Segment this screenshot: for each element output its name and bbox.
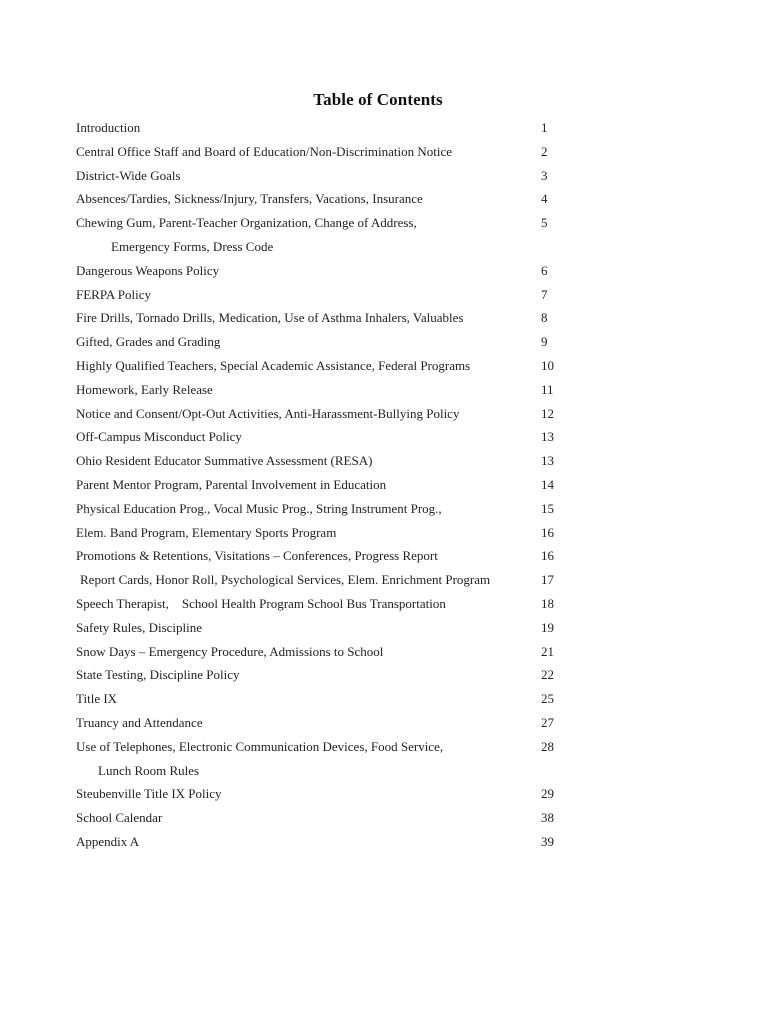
toc-entry-label: Lunch Room Rules: [98, 762, 200, 778]
toc-entry: [76, 116, 596, 140]
toc-entry-label: Homework, Early Release: [76, 381, 213, 397]
toc-entry-page: 28: [541, 738, 554, 754]
toc-entry: [76, 592, 596, 616]
toc-entry: [76, 140, 596, 164]
toc-entry-label: Highly Qualified Teachers, Special Academic Assistance, Federal Programs: [76, 357, 471, 373]
toc-entry-label: Fire Drills, Tornado Drills, Medication, Use of Asthma Inhalers, Valuables: [76, 310, 464, 326]
toc-entry: [76, 497, 596, 521]
toc-entry-page: 29: [541, 786, 554, 802]
toc-entry: [76, 425, 596, 449]
toc-entry: [76, 616, 596, 640]
toc-entry-page: 1: [541, 120, 548, 135]
toc-entry: [76, 354, 596, 378]
toc-entry-page: 2: [541, 143, 548, 159]
toc-entry: [76, 449, 596, 473]
toc-entry-label: Notice and Consent/Opt-Out Activities, Anti-Harassment-Bullying Policy: [76, 405, 460, 421]
toc-entry: [76, 735, 596, 759]
toc-entry-page: 16: [541, 548, 554, 564]
toc-entry-label: Promotions & Retentions, Visitations – Conferences, Progress Report: [76, 548, 438, 564]
toc-entry: [76, 211, 596, 235]
toc-entry: [76, 473, 596, 497]
toc-entry: [76, 378, 596, 402]
toc-entry: [76, 663, 596, 687]
toc-entry-page: 13: [541, 429, 554, 445]
toc-entry-page: 21: [541, 643, 554, 659]
toc-entry-page: 4: [541, 191, 548, 207]
toc-entry: [76, 164, 596, 188]
toc-entry-label: Truancy and Attendance: [76, 714, 203, 730]
toc-entry-label: Title IX: [76, 691, 118, 707]
toc-entry-page: 10: [541, 357, 554, 373]
toc-entry-label: FERPA Policy: [76, 286, 152, 302]
toc-entry: [76, 640, 596, 664]
toc-entry-label: Steubenville Title IX Policy: [76, 786, 222, 802]
toc-entry-page: 9: [541, 334, 548, 350]
toc-entry-page: 5: [541, 215, 548, 231]
toc-entry-page: 25: [541, 691, 554, 707]
toc-entry-label: Snow Days – Emergency Procedure, Admissions to School: [76, 643, 384, 659]
toc-entry-label: Off-Campus Misconduct Policy: [76, 429, 242, 445]
toc-entry-label: Appendix A: [76, 833, 140, 849]
toc-entry-label: Emergency Forms, Dress Code: [111, 238, 274, 254]
toc-entry-label: Dangerous Weapons Policy: [76, 262, 220, 278]
toc-entry-page: 19: [541, 619, 554, 635]
toc-entry-label: Speech Therapist, School Health Program School Bus Transportation: [76, 595, 446, 611]
toc-entry: [76, 687, 596, 711]
toc-entry-label: Physical Education Prog., Vocal Music Prog., String Instrument Prog.,: [76, 500, 442, 516]
toc-entry-label: Parent Mentor Program, Parental Involvement in Education: [76, 476, 387, 492]
toc-entry-label: Use of Telephones, Electronic Communication Devices, Food Service,: [76, 738, 444, 754]
toc-entry-label: Absences/Tardies, Sickness/Injury, Transfers, Vacations, Insurance: [76, 191, 423, 207]
toc-entry-page: 7: [541, 286, 548, 302]
toc-entry: [76, 283, 596, 307]
toc-entry-page: 39: [541, 833, 554, 849]
toc-entry-page: 15: [541, 500, 554, 516]
toc-entry: [76, 711, 596, 735]
toc-entry: [76, 330, 596, 354]
toc-entry-continuation: [76, 759, 596, 783]
toc-entry: [76, 830, 596, 854]
toc-entry-page: 13: [541, 453, 554, 469]
toc-entry-label: District-Wide Goals: [76, 167, 181, 183]
toc-entry-label: Central Office Staff and Board of Education/Non-Discrimination Notice: [76, 143, 453, 159]
toc-entry: [76, 521, 596, 545]
toc-entry-label: State Testing, Discipline Policy: [76, 667, 240, 683]
toc-entry-label: School Calendar: [76, 810, 163, 826]
toc-entry: [76, 187, 596, 211]
page-title: Table of Contents: [313, 90, 443, 109]
toc-entry: [76, 544, 596, 568]
toc-entry-label: Report Cards, Honor Roll, Psychological Services, Elem. Enrichment Program: [80, 572, 491, 588]
toc-entry-page: 38: [541, 810, 554, 826]
toc-entry: [76, 782, 596, 806]
toc-entry-page: 16: [541, 524, 554, 540]
toc-entry-page: 14: [541, 476, 554, 492]
toc-entry-label: Ohio Resident Educator Summative Assessment (RESA): [76, 453, 373, 469]
toc-entry: [76, 259, 596, 283]
toc-entry: [76, 568, 596, 592]
toc-entry-page: 22: [541, 667, 554, 683]
toc-entry: [76, 806, 596, 830]
toc-entry-page: 11: [541, 381, 554, 397]
toc-entry-page: 17: [541, 572, 554, 588]
toc-entry-label: Safety Rules, Discipline: [76, 619, 203, 635]
toc-entry: [76, 306, 596, 330]
toc-entry-label: Chewing Gum, Parent-Teacher Organization, Change of Address,: [76, 215, 417, 231]
toc-entry-label: Gifted, Grades and Grading: [76, 334, 221, 350]
toc-entry-label: Introduction: [76, 120, 141, 135]
toc-entry-page: 27: [541, 714, 554, 730]
toc-entry-page: 6: [541, 262, 548, 278]
toc-entry-page: 18: [541, 595, 554, 611]
table-of-contents: [76, 116, 596, 854]
toc-entry-continuation: [76, 235, 596, 259]
toc-entry-label: Elem. Band Program, Elementary Sports Program: [76, 524, 337, 540]
toc-entry-page: 12: [541, 405, 554, 421]
toc-entry-page: 8: [541, 310, 548, 326]
toc-entry-page: 3: [541, 167, 548, 183]
toc-entry: [76, 402, 596, 426]
